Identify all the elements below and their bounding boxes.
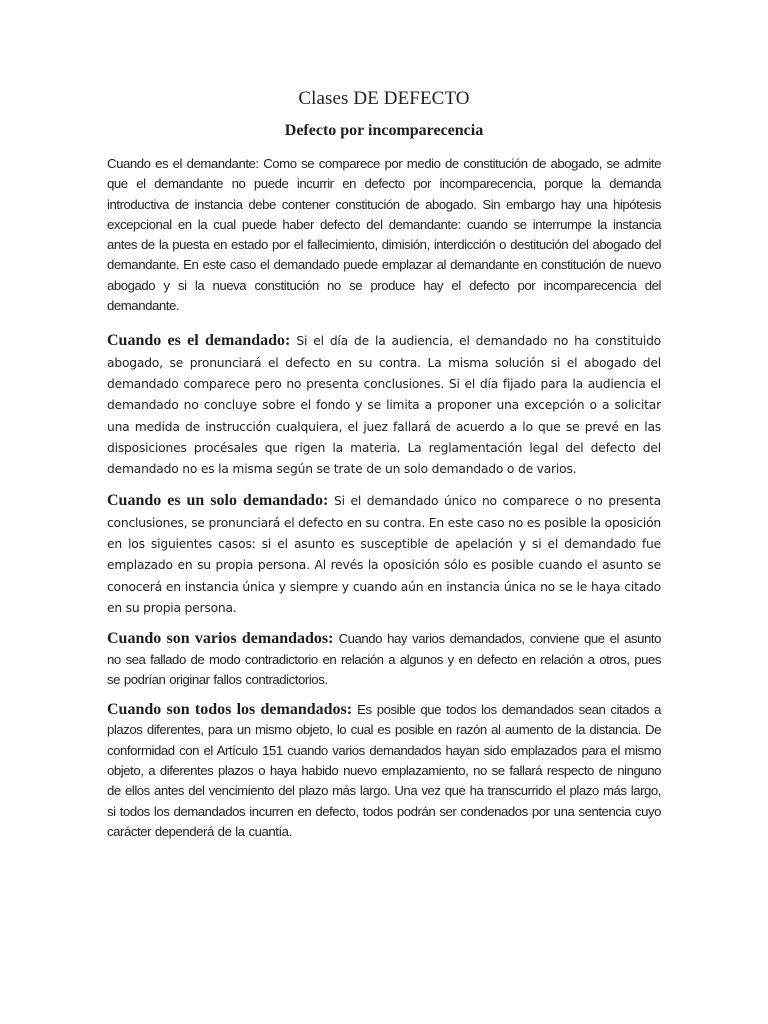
paragraph-heading: Cuando es un solo demandado:	[107, 492, 329, 510]
document-title: Clases DE DEFECTO	[298, 88, 470, 109]
paragraph-heading: Cuando son todos los demandados:	[107, 701, 353, 719]
paragraph-demandante	[107, 154, 661, 316]
paragraph-solo-demandado	[107, 490, 661, 619]
paragraph-todos-demandados	[107, 700, 661, 842]
paragraph-text: Cuando hay varios demandados, conviene que el asunto no sea fallado de modo contradictorio en relación a algunos y en defecto en relación a otros, pues se podrían originar fallos contradictorios.	[107, 631, 661, 687]
paragraph-text: Si el día de la audiencia, el demandado no ha constituido abogado, se pronunciará el defecto en su contra. La misma solución si el abogado del demandado comparece pero no presenta conclusiones. Si el día fijado para la audiencia el demandado no concluye sobre el fondo y se limita a proponer una excepción o a solicitar una medida de instrucción cualquiera, el juez fallará de acuerdo a lo que se prevé en las disposiciones procésales que rigen la materia. La reglamentación legal del defecto del demandado no es la misma según se trate de un solo demandado o de varios.	[107, 334, 661, 477]
paragraph-text: Cuando es el demandante: Como se comparece por medio de constitución de abogado, se admite que el demandante no puede incurrir en defecto por incomparecencia, porque la demanda introductiva de instancia debe contener constitución de abogado. Sin embargo hay una hipótesis excepcional en la cual puede haber defecto del demandante: cuando se interrumpe la instancia antes de la puesta en estado por el fallecimiento, dimisión, interdicción o destitución del abogado del demandante. En este caso el demandado puede emplazar al demandante en constitución de nuevo abogado y si la nueva constitución no se produce hay el defecto por incomparecencia del demandante.	[107, 156, 661, 314]
paragraph-text: Si el demandado único no comparece o no presenta conclusiones, se pronunciará el defecto en su contra. En este caso no es posible la oposición en los siguientes casos: si el asunto es susceptible de apelación y si el demandado fue emplazado en su propia persona. Al revés la oposición sólo es posible cuando el asunto se conocerá en instancia única y siempre y cuando aún en instancia única no se le haya citado en su propia persona.	[107, 494, 661, 615]
document-subtitle: Defecto por incomparecencia	[284, 122, 484, 139]
paragraph-varios-demandados	[107, 629, 661, 690]
document-page	[107, 88, 661, 853]
paragraph-demandado	[107, 330, 661, 480]
paragraph-heading: Cuando es el demandado:	[107, 332, 291, 350]
paragraph-heading: Cuando son varios demandados:	[107, 630, 334, 648]
paragraph-text: Es posible que todos los demandados sean citados a plazos diferentes, para un mismo objeto, lo cual es posible en razón al aumento de la distancia. De conformidad con el Artículo 151 cuando varios demandados hayan sido emplazados para el mismo objeto, a diferentes plazos o haya habido nuevo emplazamiento, no se fallará respecto de ninguno de ellos antes del vencimiento del plazo más largo. Una vez que ha transcurrido el plazo más largo, si todos los demandados incurren en defecto, todos podrán ser condenados por una sentencia cuyo carácter dependerá de la cuantía.	[107, 702, 662, 839]
